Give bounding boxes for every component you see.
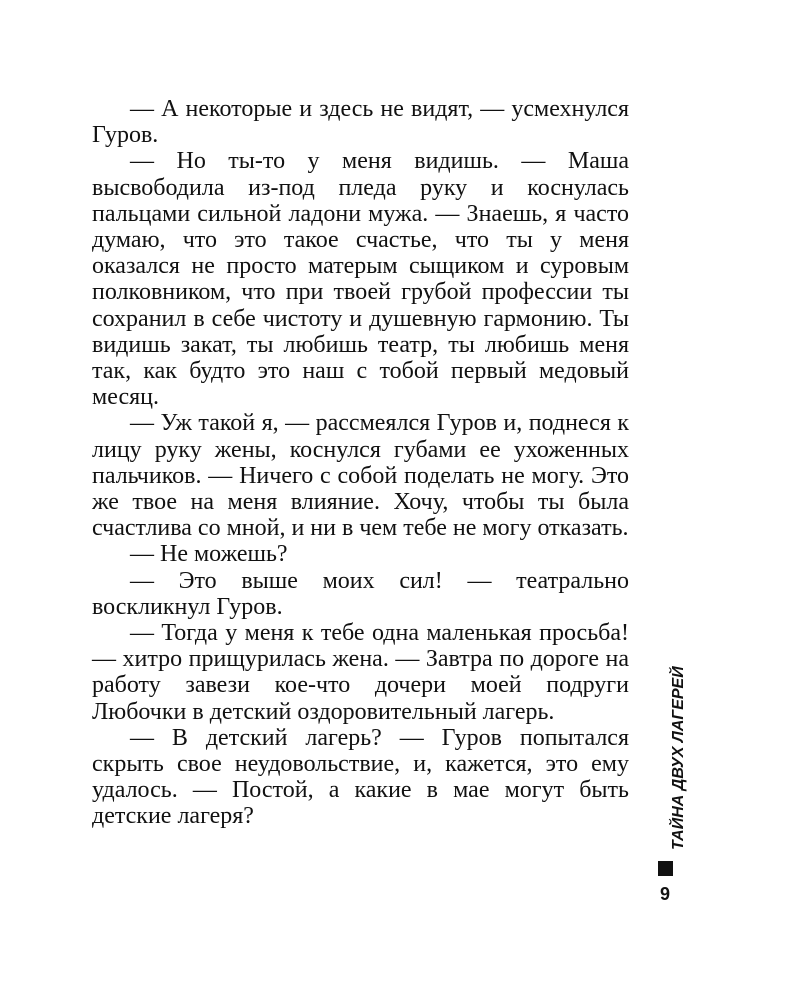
paragraph: — Не можешь? <box>130 541 288 568</box>
body-text <box>92 96 629 830</box>
paragraph: — А некоторые и здесь не видят, — усмехнулся Гуров. <box>92 96 629 149</box>
folio-square-marker <box>658 861 673 876</box>
paragraph: — Это выше моих сил! — театрально воскликнул Гуров. <box>92 567 629 620</box>
paragraph: — Тогда у меня к тебе одна маленькая просьба! — хитро прищурилась жена. — Завтра по дороге на работу завези кое-что дочери моей подруги Любочки в детский оздоровительный лагерь. <box>92 620 629 725</box>
page-number: 9 <box>659 884 670 904</box>
running-title: ТАЙНА ДВУХ ЛАГЕРЕЙ <box>670 666 687 850</box>
paragraph: — Уж такой я, — рассмеялся Гуров и, поднеся к лицу руку жены, коснулся губами ее ухоженных пальчиков. — Ничего с собой поделать не могу. Это же твое на меня влияние. Хочу, чтобы ты была счастлива со мной, и ни в чем тебе не могу отказать. <box>92 410 629 542</box>
paragraph: — Но ты-то у меня видишь. — Маша высвободила из-под пледа руку и коснулась пальцами сильной ладони мужа. — Знаешь, я часто думаю, что это такое счастье, что ты у меня оказался не просто матерым сыщиком и суровым полковником, что при твоей грубой профессии ты сохранил в себе чистоту и душевную гармонию. Ты видишь закат, ты любишь театр, ты любишь меня так, как будто это наш с тобой первый медовый месяц. <box>92 148 629 411</box>
paragraph: — В детский лагерь? — Гуров попытался скрыть свое неудовольствие, и, кажется, это ему удалось. — Постой, а какие в мае могут быть детские лагеря? <box>92 724 629 830</box>
